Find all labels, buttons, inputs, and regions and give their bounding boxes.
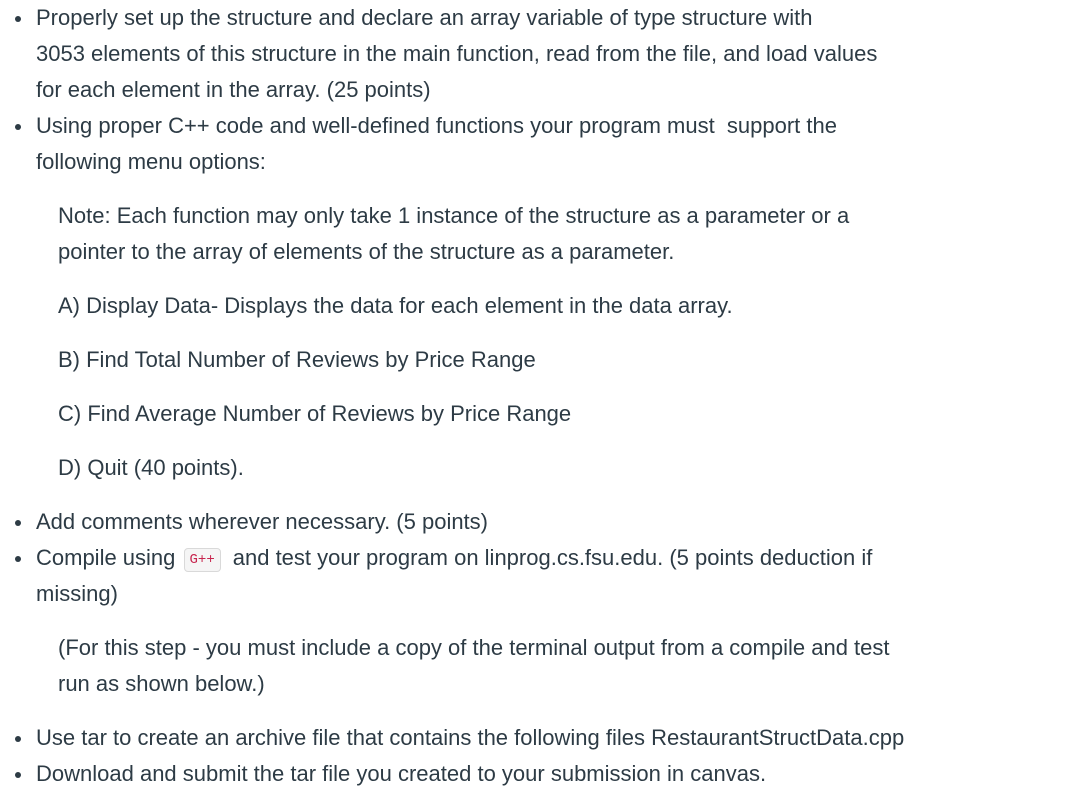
menu-option-d: D) Quit (40 points). (58, 455, 244, 480)
requirements-list-bottom (0, 720, 1075, 792)
menu-option-a: A) Display Data- Displays the data for each element in the data array. (58, 293, 733, 318)
compile-suffix: and test your program on linprog.cs.fsu.edu. (5 points deduction if (232, 545, 873, 570)
list-item (0, 540, 1075, 612)
requirements-list-mid (0, 504, 1075, 612)
list-item (0, 504, 1075, 540)
list-item (0, 756, 1075, 792)
bullet-line: 3053 elements of this structure in the main function, read from the file, and load values (36, 41, 878, 66)
list-item (0, 720, 1075, 756)
compile-prefix: Compile using (36, 545, 176, 570)
menu-option-c: C) Find Average Number of Reviews by Price Range (58, 401, 572, 426)
compiler-code-chip: G++ (184, 548, 221, 572)
menu-option-b: B) Find Total Number of Reviews by Price Range (58, 347, 536, 372)
bullet-line: Using proper C++ code and well-defined functions your program must support the (36, 113, 837, 138)
bullet-line: for each element in the array. (25 points) (36, 77, 431, 102)
comments-requirement: Add comments wherever necessary. (5 points) (36, 509, 488, 534)
list-item (0, 0, 1075, 108)
compile-note-line: run as shown below.) (58, 671, 265, 696)
function-note (0, 198, 1075, 270)
compile-requirement (36, 540, 1075, 576)
tar-requirement: Use tar to create an archive file that contains the following files RestaurantStructData.cpp (36, 725, 905, 750)
compile-note (0, 630, 1075, 702)
compile-suffix-continued: missing) (36, 581, 118, 606)
requirements-list-top (0, 0, 1075, 180)
bullet-line: following menu options: (36, 149, 266, 174)
note-line: Note: Each function may only take 1 instance of the structure as a parameter or a (58, 203, 850, 228)
submit-requirement: Download and submit the tar file you created to your submission in canvas. (36, 761, 767, 786)
list-item (0, 108, 1075, 180)
note-line: pointer to the array of elements of the structure as a parameter. (58, 239, 675, 264)
compile-note-line: (For this step - you must include a copy of the terminal output from a compile and test (58, 635, 890, 660)
bullet-line: Properly set up the structure and declare an array variable of type structure with (36, 5, 813, 30)
